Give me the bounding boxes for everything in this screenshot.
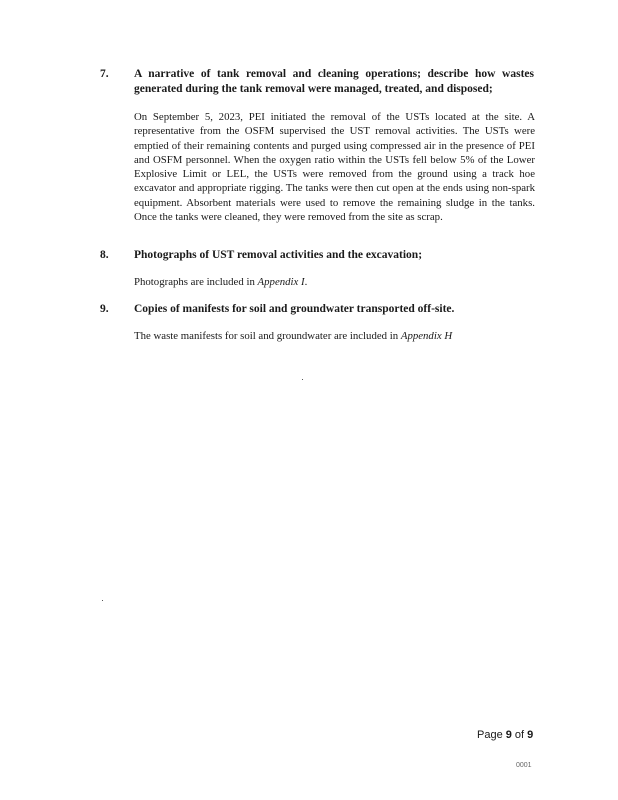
appendix-reference: Appendix H [400, 330, 453, 342]
page-current: 9 [505, 729, 512, 741]
section-paragraph [134, 329, 535, 343]
section-heading: Copies of manifests for soil and groundwater transported off-site. [134, 303, 455, 315]
paragraph-text: Photographs are included in [134, 276, 258, 288]
paragraph-text: The waste manifests for soil and groundwater are included in [134, 330, 401, 342]
section-paragraph: On September 5, 2023, PEI initiated the removal of the USTs located at the site. A representative from the OSFM supervised the UST removal activities. The USTs were emptied of their remaining contents and purged using compressed air in the presence of PEI and OSFM personnel. When the oxygen ratio within the USTs fell below 5% of the Lower Explosive Limit or LEL, the USTs were removed from the ground using a track hoe excavator and appropriate rigging. The tanks were then cut open at the ends using non-spark equipment. Absorbent materials were used to remove the remaining sludge in the tanks. Once the tanks were cleaned, they were removed from the site as scrap. [134, 111, 535, 224]
paragraph-suffix: . [304, 276, 308, 288]
appendix-reference: Appendix I [257, 276, 305, 288]
section-number: 7. [100, 68, 109, 80]
page-number [477, 729, 533, 741]
section-number: 8. [100, 249, 109, 261]
section-number: 9. [100, 303, 109, 315]
page-label: Page [477, 729, 506, 741]
section-heading: A narrative of tank removal and cleaning operations; describe how wastes generated during the tank removal were managed, treated, and disposed; [134, 68, 534, 95]
scan-speck [302, 379, 303, 380]
section-paragraph [134, 275, 535, 289]
scan-speck [102, 600, 103, 601]
section-heading: Photographs of UST removal activities and the excavation; [134, 249, 423, 261]
scan-stamp: 0001 [516, 762, 532, 769]
page-of: of [511, 729, 528, 741]
page-total: 9 [527, 729, 534, 741]
